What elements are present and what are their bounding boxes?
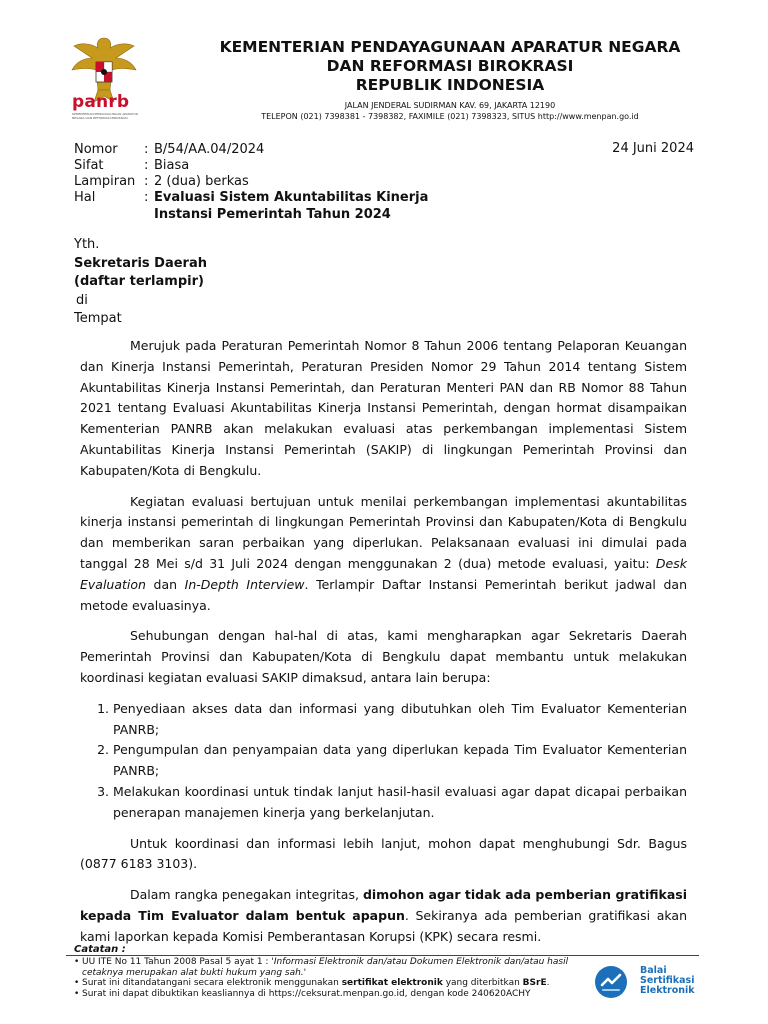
letter-date: 24 Juni 2024 [612,141,694,156]
note2-text-end: . [546,978,550,989]
p2-in-depth-interview: In-Depth Interview [184,576,305,592]
note1-text: UU ITE No 11 Tahun 2008 Pasal 5 ayat 1 : ' [82,957,274,967]
p2-text: Kegiatan evaluasi bertujuan untuk menilai perkembangan implementasi akuntabilitas kinerja instansi pemerintah di lingkungan Pemerintah Provinsi dan Kabupaten/Kota di Bengkulu dan memberikan saran perbaikan yang diperlukan. Pelaksanaan evaluasi ini dimulai pada tanggal 28 Mei s/d 31 Juli 2024 dengan menggunakan 2 (dua) metode evaluasi, yaitu: [80,493,687,571]
ministry-title-line1: KEMENTERIAN PENDAYAGUNAAN APARATUR NEGARA [219,38,681,56]
bsre-line2: Sertifikasi [640,975,695,986]
colon: : [144,158,149,173]
note2-bold-bsre: BSrE [522,978,547,989]
recipient-di: di [76,293,88,308]
p2-text-end: . Terlampir Daftar Instansi Pemerintah berikut jadwal dan metode evaluasinya. [80,576,687,613]
sifat-label: Sifat [74,158,104,173]
footer-divider [66,955,699,956]
list-item: 3. Melakukan koordinasi untuk tindak lanjut hasil-hasil evaluasi agar dapat dicapai perbaikan penerapan manajemen kinerja yang berkelanjutan. [113,782,687,824]
lampiran-label: Lampiran [74,174,136,189]
note2-text-mid: yang diterbitkan [442,978,523,989]
p2-text-and: dan [145,576,185,592]
lampiran-value: 2 (dua) berkas [154,174,249,189]
bsre-line1: Balai [640,965,667,976]
hal-value-line1: Evaluasi Sistem Akuntabilitas Kinerja [154,190,429,205]
list-item: 1. Penyediaan akses data dan informasi yang dibutuhkan oleh Tim Evaluator Kementerian PANRB; [113,699,687,741]
footer-note-2 [74,978,589,989]
nomor-label: Nomor [74,142,118,157]
letter-body [80,336,687,958]
note1-italic: Informasi Elektronik dan/atau Dokumen Elektronik dan/atau hasil cetaknya merupakan alat bukti hukum yang sah. [82,957,569,978]
recipient-name: Sekretaris Daerah [74,256,207,271]
coordination-list [80,699,687,824]
paragraph-5 [80,885,687,947]
sifat-value: Biasa [154,158,190,173]
colon: : [144,174,149,189]
ministry-title-line2: DAN REFORMASI BIROKRASI [326,57,574,75]
footer-notes [74,957,589,999]
bsre-line3: Elektronik [640,985,695,996]
note1-quote: ' [303,967,307,978]
list-item: 2. Pengumpulan dan penyampaian data yang diperlukan kepada Tim Evaluator Kementerian PANRB; [113,740,687,782]
meta-lampiran [74,173,249,190]
nomor-value: B/54/AA.04/2024 [154,142,265,157]
meta-sifat [74,157,189,174]
footer-catatan-label: Catatan : [74,944,126,955]
paragraph-4: Untuk koordinasi dan informasi lebih lanjut, mohon dapat menghubungi Sdr. Bagus (0877 6183 3103). [80,835,687,872]
ministry-address: JALAN JENDERAL SUDIRMAN KAV. 69, JAKARTA 12190 [344,101,556,110]
bsre-logo-text [640,966,695,996]
p5-bold-text: dimohon agar tidak ada pemberian gratiﬁkasi kepada Tim Evaluator dalam bentuk apapun [80,887,688,923]
panrb-logotype-subtitle: KEMENTERIAN PENDAYAGUNAAN APARATUR NEGARA DAN REFORMASI BIROKRASI [72,112,138,120]
recipient-yth: Yth. [74,237,100,252]
recipient-place: Tempat [74,311,122,326]
meta-hal-cont [154,206,391,223]
ministry-title-line3: REPUBLIK INDONESIA [355,76,545,94]
meta-nomor [74,141,264,158]
footer-note-1 [74,957,589,978]
hal-label: Hal [74,190,96,205]
p2-desk-evaluation: Desk Evaluation [80,555,687,592]
recipient-note: (daftar terlampir) [74,274,204,289]
panrb-logotype: panrb [72,92,130,112]
p5-text-end: . Sekiranya ada pemberian gratiﬁkasi akan kami laporkan kepada Komisi Pemberantasan Korupsi (KPK) secara resmi. [80,907,687,944]
paragraph-3: Sehubungan dengan hal-hal di atas, kami mengharapkan agar Sekretaris Daerah Pemerintah Provinsi dan Kabupaten/Kota di Bengkulu dapat membantu untuk melakukan koordinasi kegiatan evaluasi SAKIP dimaksud, antara lain berupa: [80,628,687,685]
meta-hal [74,189,428,206]
footer-note-3: • Surat ini dapat dibuktikan keasliannya di https://ceksurat.menpan.go.id, dengan kode 240620ACHY [74,989,589,1000]
ministry-contact: TELEPON (021) 7398381 - 7398382, FAXIMILE (021) 7398323, SITUS http://www.menpan.go.id [261,112,639,121]
note2-bold: sertifikat elektronik [341,978,443,989]
paragraph-1: Merujuk pada Peraturan Pemerintah Nomor 8 Tahun 2006 tentang Pelaporan Keuangan dan Kinerja Instansi Pemerintah, Peraturan Presiden Nomor 29 Tahun 2014 tentang Sistem Akuntabilitas Kinerja Instansi Pemerintah, dan Peraturan Menteri PAN dan RB Nomor 88 Tahun 2021 tentang Evaluasi Akuntabilitas Kinerja Instansi Pemerintah, dengan hormat disampaikan Kementerian PANRB akan melakukan evaluasi atas perkembangan implementasi Sistem Akuntabilitas Kinerja Instansi Pemerintah (SAKIP) di lingkungan Pemerintah Provinsi dan Kabupaten/Kota di Bengkulu. [80,338,687,478]
colon: : [144,190,149,205]
note2-text: Surat ini ditandatangani secara elektronik menggunakan [82,978,342,989]
p5-text: Dalam rangka penegakan integritas, [130,887,363,903]
bsre-logo-icon [593,964,629,1000]
hal-value-line2: Instansi Pemerintah Tahun 2024 [154,207,391,222]
paragraph-2 [80,492,687,617]
colon: : [144,142,149,157]
